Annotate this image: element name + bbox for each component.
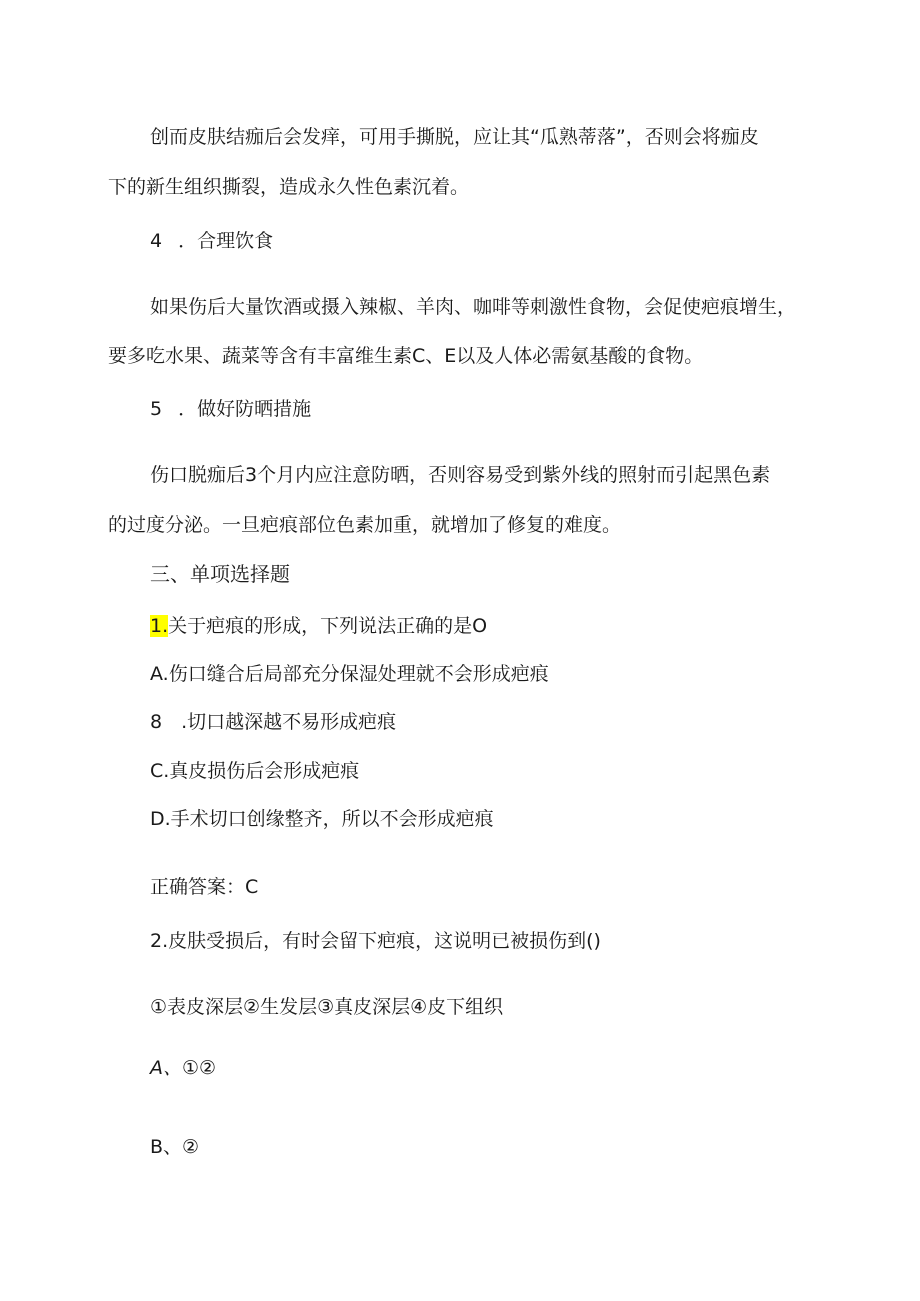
list-item-heading	[150, 396, 311, 422]
option-a: A.伤口缝合后局部充分保湿处理就不会形成疤痕	[150, 663, 549, 685]
list-number: 5	[150, 398, 163, 420]
option-d: D.手术切口创缘整齐，所以不会形成疤痕	[150, 808, 494, 830]
answer-line: 正确答案：C	[150, 876, 259, 898]
paragraph-line: 下的新生组织撕裂，造成永久性色素沉着。	[108, 176, 470, 198]
option-b: B、②	[150, 1136, 200, 1158]
paragraph-line: 创而皮肤结痂后会发痒，可用手撕脱，应让其“瓜熟蒂落”，否则会将痂皮	[150, 126, 759, 148]
paragraph-line: 如果伤后大量饮酒或摄入辣椒、羊肉、咖啡等刺激性食物，会促使疤痕增生，	[150, 296, 797, 318]
choices-line: ①表皮深层②生发层③真皮深层④皮下组织	[150, 996, 504, 1018]
option-b: 8 .切口越深越不易形成疤痕	[150, 711, 397, 733]
list-title: ．合理饮食	[178, 230, 274, 252]
paragraph-line: 的过度分泌。一旦疤痕部位色素加重，就增加了修复的难度。	[108, 514, 622, 536]
list-item-heading	[150, 228, 273, 254]
question-2-stem: 2.皮肤受损后，有时会留下疤痕，这说明已被损伤到()	[150, 930, 601, 952]
option-a: A、①②	[150, 1057, 217, 1079]
list-number: 4	[150, 230, 163, 252]
list-title: ．做好防晒措施	[178, 398, 312, 420]
paragraph-line: 伤口脱痂后3个月内应注意防晒，否则容易受到紫外线的照射而引起黑色素	[150, 464, 771, 486]
option-c: C.真皮损伤后会形成疤痕	[150, 760, 360, 782]
question-number-highlight: 1.	[150, 615, 169, 637]
paragraph-line: 要多吃水果、蔬菜等含有丰富维生素C、E以及人体必需氨基酸的食物。	[108, 345, 704, 367]
question-text: 关于疤痕的形成，下列说法正确的是O	[168, 615, 488, 637]
question-1-stem	[150, 613, 487, 639]
section-heading: 三、单项选择题	[150, 562, 290, 586]
